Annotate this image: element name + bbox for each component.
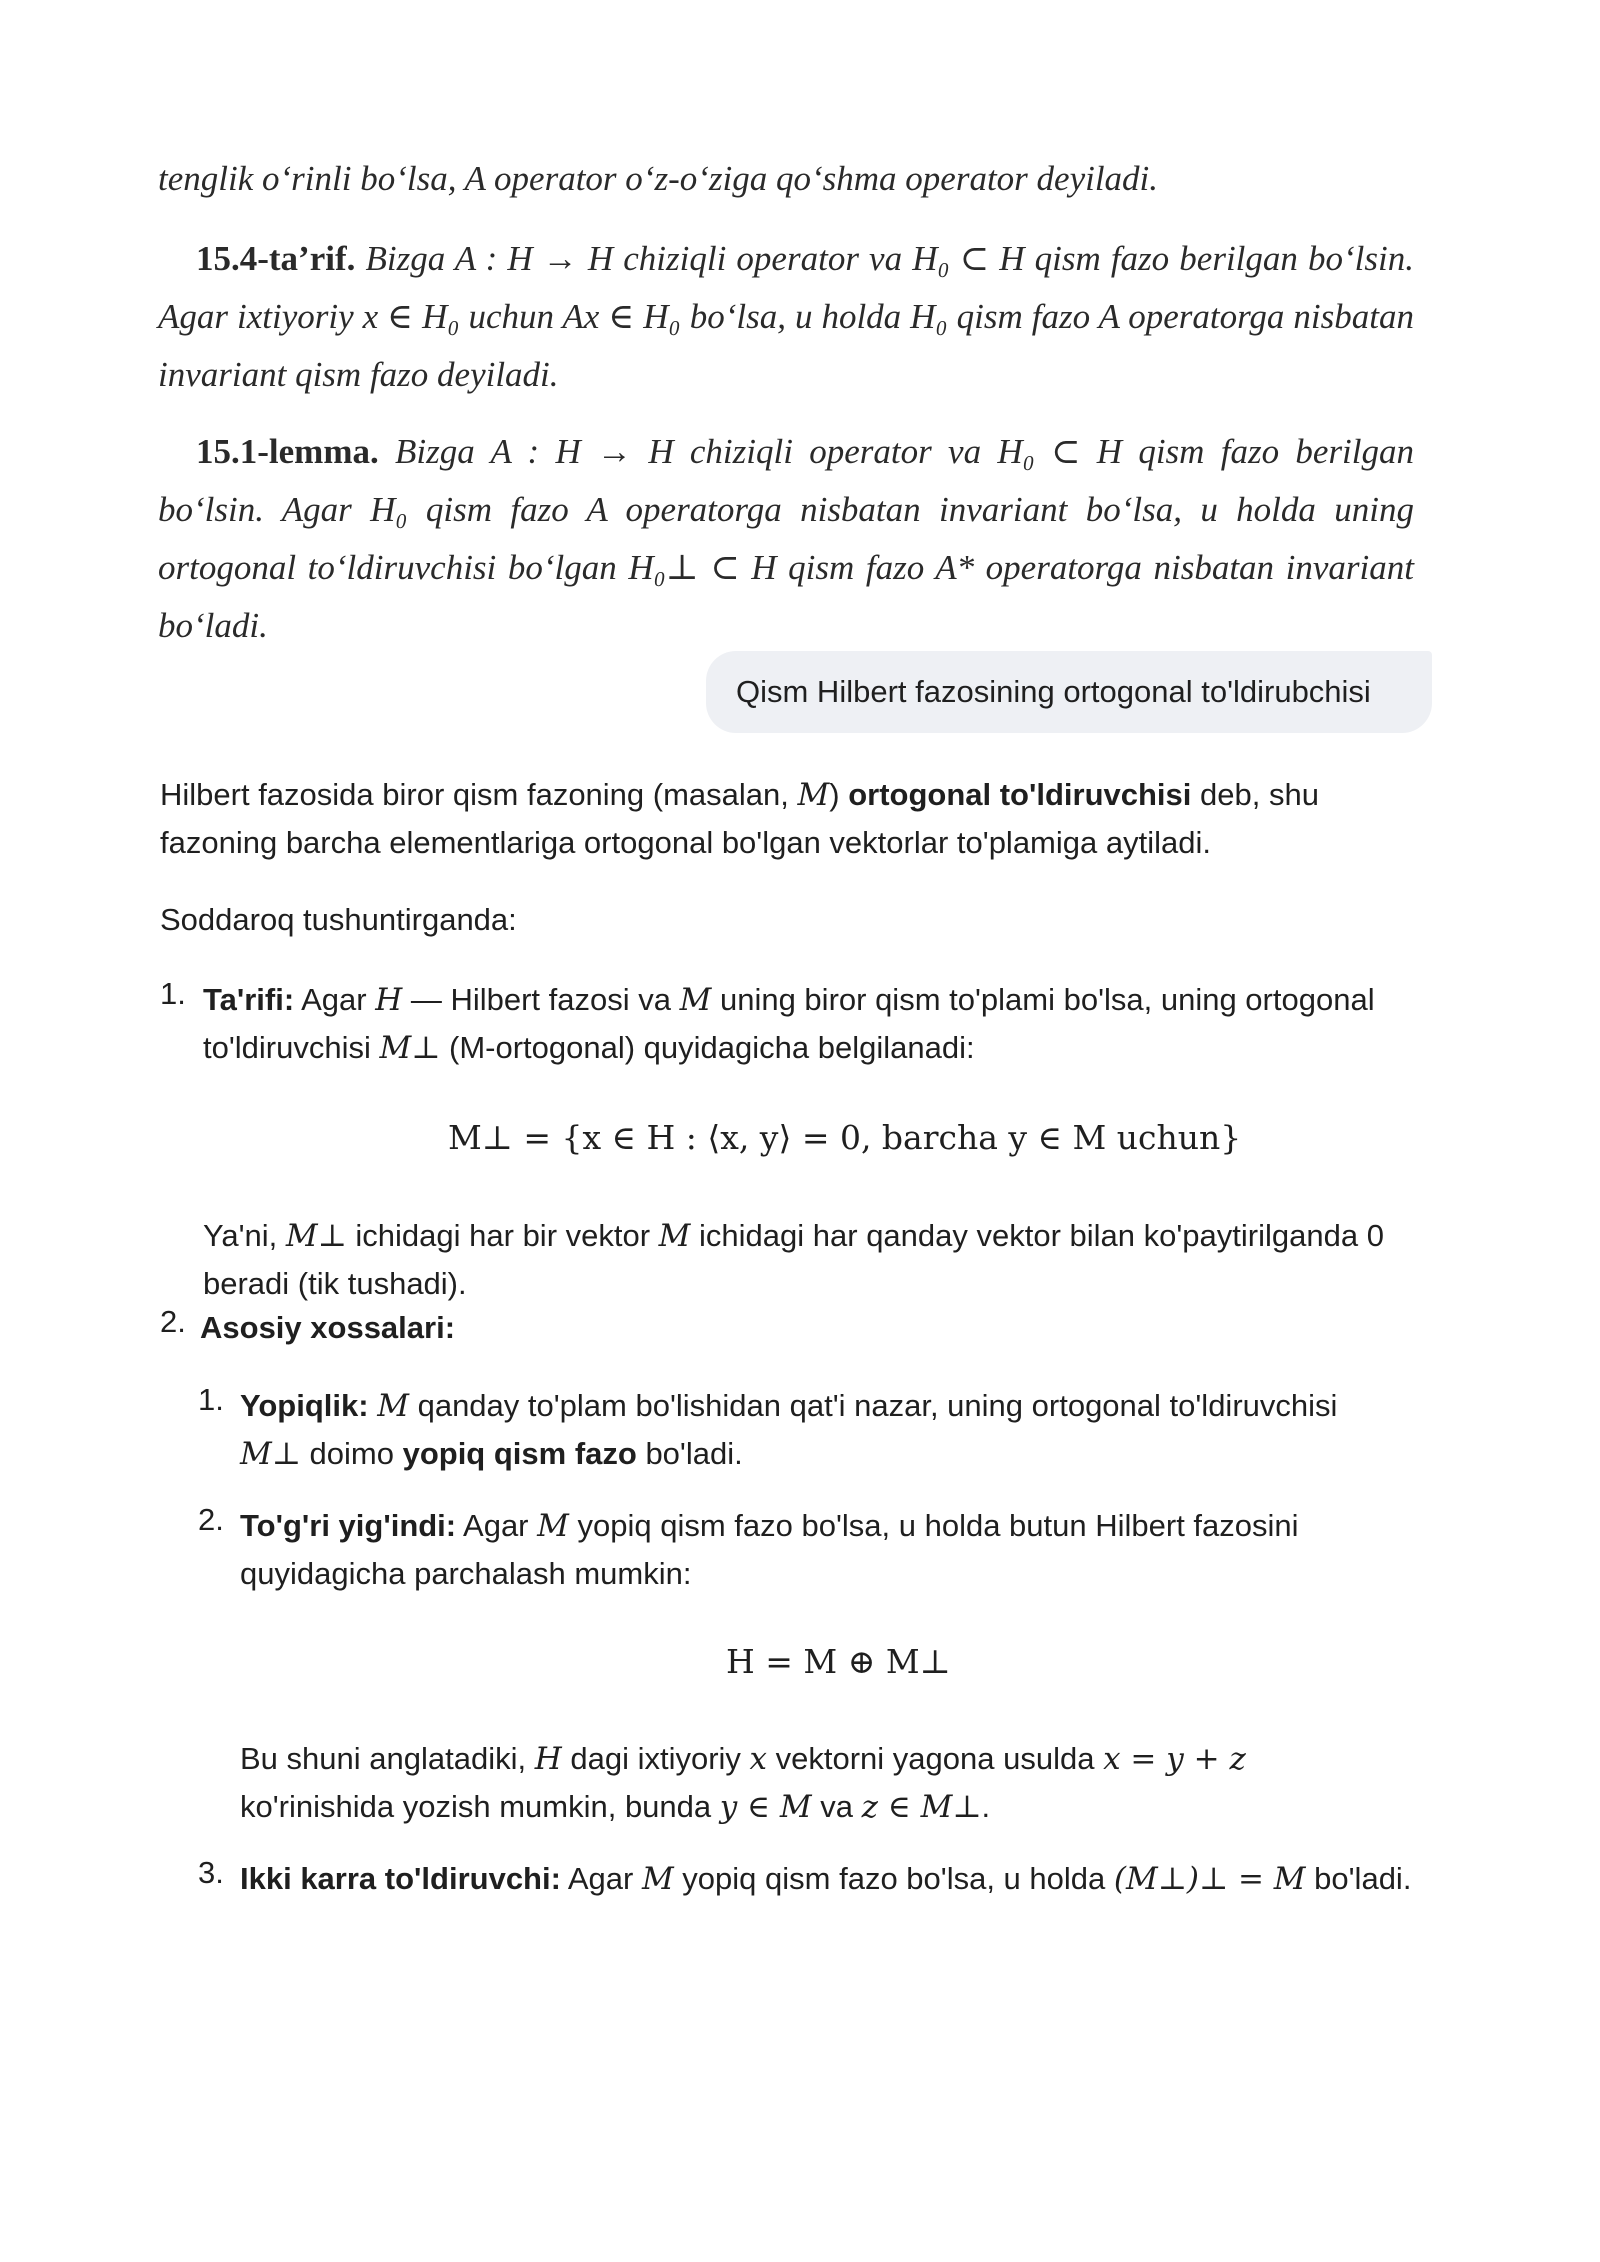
sub3-b: yopiq qism fazo bo'lsa, u holda (673, 1861, 1114, 1896)
formula-orthogonal-complement: M⊥ = {x ∈ H : ⟨x, y⟩ = 0, barcha y ∈ M uchun} (448, 1118, 1242, 1157)
item1-line-2 (203, 1024, 1433, 1072)
sub1-line2-b: bo'ladi. (636, 1436, 743, 1471)
user-prompt-bubble (706, 651, 1432, 733)
sub3-text (240, 1855, 1440, 1903)
definition-paragraph (158, 230, 1414, 404)
definition-label: 15.4-ta’rif. (196, 239, 356, 278)
item1-label: Ta'rifi: (203, 982, 295, 1017)
item1-line2-b: (M-ortogonal) quyidagicha belgilanadi: (440, 1030, 975, 1065)
simple-text: Soddaroq tushuntirganda: (160, 902, 517, 937)
bu-line-2 (240, 1783, 1430, 1831)
sub1-a (369, 1388, 378, 1423)
sub2-line-2: quyidagicha parchalash mumkin: (240, 1556, 692, 1591)
bu-c: vektorni yagona usulda (767, 1741, 1104, 1776)
lemma-label: 15.1-lemma. (196, 432, 379, 471)
sub2-b: yopiq qism fazo bo'lsa, u holda butun Hilbert fazosini (568, 1508, 1299, 1543)
yani-line-1 (203, 1212, 1433, 1260)
intro-math-m: M (797, 777, 830, 813)
intro-bold: ortogonal to'ldiruvchisi (848, 777, 1192, 812)
yani-paragraph (203, 1212, 1433, 1307)
book-line-0: tenglik o‘rinli bo‘lsa, A operator o‘z-o‘ziga qo‘shma operator deyiladi. (158, 159, 1159, 198)
item1-line2-a: to'ldiruvchisi (203, 1030, 380, 1065)
yani-b: ichidagi har bir vektor (346, 1218, 659, 1253)
item1-c: uning biror qism to'plami bo'lsa, uning ortogonal (711, 982, 1375, 1017)
yani-a: Ya'ni, (203, 1218, 286, 1253)
yani-math-mperp: M⊥ (285, 1218, 347, 1254)
sub2-number: 2. (198, 1502, 224, 1537)
bu-math-x: x (749, 1741, 768, 1777)
bu-math-ym: y ∈ M (719, 1789, 812, 1825)
definition-block (158, 230, 1414, 404)
lemma-block (158, 423, 1414, 655)
item2-label: Asosiy xossalari: (200, 1310, 456, 1345)
sub1-line-2 (240, 1430, 1430, 1478)
intro-text-b: ) (829, 777, 849, 812)
sub3-number: 3. (198, 1855, 224, 1890)
bu-a: Bu shuni anglatadiki, (240, 1741, 535, 1776)
sub3-a: Agar (560, 1861, 642, 1896)
yani-math-m: M (658, 1218, 691, 1254)
sub1-number: 1. (198, 1382, 224, 1417)
item1-math-m: M (679, 982, 712, 1018)
sub1-line-1 (240, 1382, 1430, 1430)
sub3-math-m: M (641, 1861, 674, 1897)
yani-c: ichidagi har qanday vektor bilan ko'paytirilganda 0 (690, 1218, 1384, 1253)
bu-b: dagi ixtiyoriy (561, 1741, 750, 1776)
book-excerpt (158, 150, 1414, 208)
sub1-math-m: M (377, 1388, 409, 1424)
sub3-line-1 (240, 1855, 1440, 1903)
item1-a: Agar (294, 982, 376, 1017)
bu-paragraph (240, 1735, 1430, 1831)
intro-line-1 (160, 771, 1420, 819)
bu-line-1 (240, 1735, 1430, 1783)
sub1-line2-a: doimo (300, 1436, 403, 1471)
answer-intro (160, 771, 1420, 866)
intro-text-c: deb, shu (1191, 777, 1319, 812)
sub3-math-eq: (M⊥)⊥ = M (1113, 1861, 1306, 1897)
definition-text: Bizga A : H → H chiziqli operator va H₀ ⊂ H qism fazo berilgan bo‘lsin. Agar ixtiyoriy x ∈ H₀ uchun Ax ∈ H₀ bo‘lsa, u holda H₀ qism fazo A operatorga nisbatan invariant qism fazo deyiladi. (158, 239, 1414, 394)
yani-line-2: beradi (tik tushadi). (203, 1266, 467, 1301)
bu-math-eq: x = y + z (1103, 1741, 1246, 1777)
item2-heading (200, 1304, 1430, 1351)
item1-math-h: H (375, 982, 403, 1018)
simple-heading (160, 896, 1420, 943)
item1-text (203, 976, 1433, 1072)
lemma-paragraph (158, 423, 1414, 655)
sub3-c: bo'ladi. (1305, 1861, 1412, 1896)
item1-math-mperp: M⊥ (379, 1030, 441, 1066)
bu-dot: . (981, 1789, 991, 1824)
sub1-bold: yopiq qism fazo (402, 1436, 637, 1471)
sub1-math-mperp: M⊥ (240, 1436, 301, 1472)
user-prompt-text: Qism Hilbert fazosining ortogonal to'ldirubchisi (736, 674, 1371, 709)
sub1-label: Yopiqlik: (240, 1388, 369, 1423)
intro-text-a: Hilbert fazosida biror qism fazoning (masalan, (160, 777, 798, 812)
bu-line2-a: ko'rinishida yozish mumkin, bunda (240, 1789, 720, 1824)
sub2-line-1 (240, 1502, 1430, 1550)
formula-direct-sum: H = M ⊕ M⊥ (726, 1642, 951, 1681)
sub2-math-m: M (537, 1508, 569, 1544)
lemma-text: Bizga A : H → H chiziqli operator va H₀ ⊂ H qism fazo berilgan bo‘lsin. Agar H₀ qism fazo A operatorga nisbatan invariant bo‘lsa, u holda uning ortogonal to‘ldiruvchisi bo‘lgan H₀⊥ ⊂ H qism fazo A* operatorga nisbatan invariant bo‘ladi. (158, 432, 1415, 645)
sub2-label: To'g'ri yig'indi: (240, 1508, 457, 1543)
bu-va: va (811, 1789, 862, 1824)
sub1-text (240, 1382, 1430, 1478)
sub2-a: Agar (456, 1508, 538, 1543)
sub1-b: qanday to'plam bo'lishidan qat'i nazar, uning ortogonal to'ldiruvchisi (408, 1388, 1338, 1423)
bu-math-zm: z ∈ M⊥ (861, 1789, 982, 1825)
item1-line-1 (203, 976, 1433, 1024)
item2-number: 2. (160, 1304, 186, 1339)
sub3-label: Ikki karra to'ldiruvchi: (240, 1861, 561, 1896)
item1-number: 1. (160, 976, 186, 1011)
bu-math-h: H (534, 1741, 562, 1777)
item1-b: — Hilbert fazosi va (402, 982, 680, 1017)
intro-line-2: fazoning barcha elementlariga ortogonal bo'lgan vektorlar to'plamiga aytiladi. (160, 825, 1211, 860)
sub2-text (240, 1502, 1430, 1597)
